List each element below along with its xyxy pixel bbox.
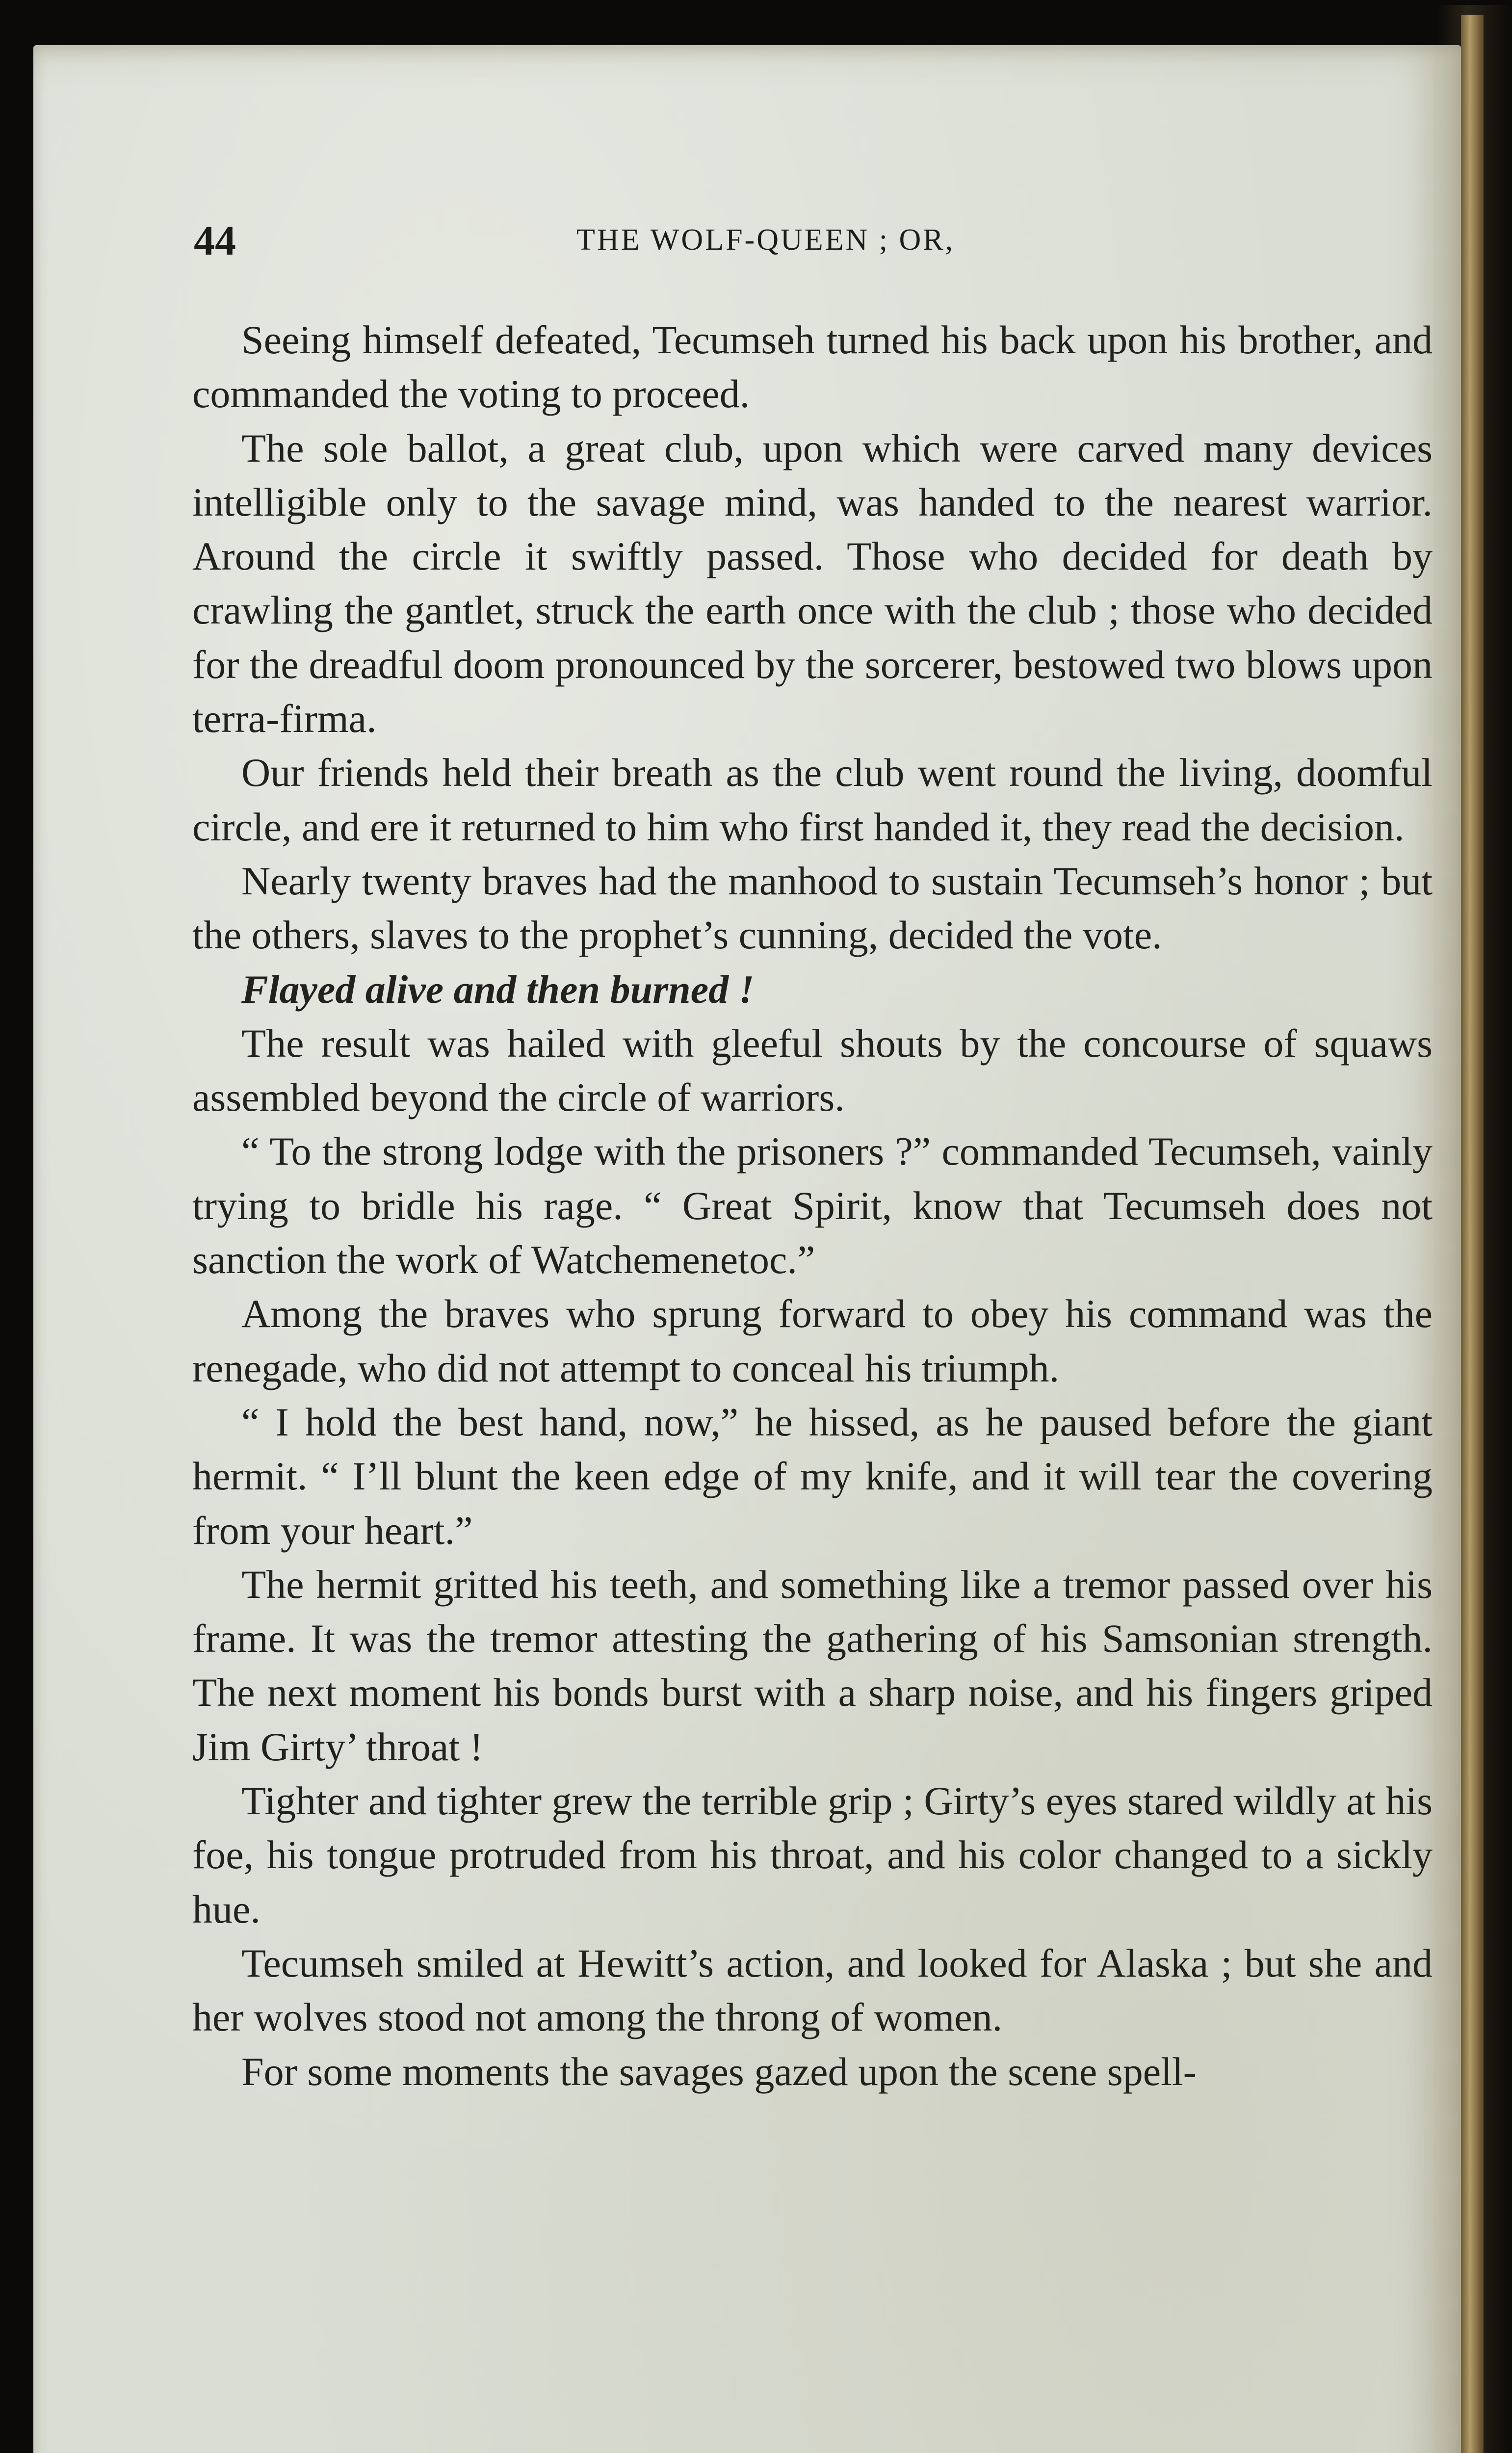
page-header bbox=[194, 216, 1435, 270]
paragraph: The result was hailed with gleeful shouts by the concourse of squaws assembled beyond the circle of warriors. bbox=[192, 1020, 1433, 1120]
body-text bbox=[192, 313, 1433, 2099]
paragraph: Among the braves who sprung forward to obey his command was the renegade, who did not attempt to conceal his triumph. bbox=[192, 1291, 1433, 1390]
paragraph-emphasis: Flayed alive and then burned ! bbox=[241, 966, 755, 1012]
page-number: 44 bbox=[194, 217, 236, 264]
paragraph: The hermit gritted his teeth, and something like a tremor passed over his frame. It was the tremor attesting the gathering of his Samsonian strength. The next moment his bonds burst with a sharp noise, and his fingers griped Jim Girty’ throat ! bbox=[192, 1562, 1433, 1769]
paragraph: Nearly twenty braves had the manhood to sustain Tecumseh’s honor ; but the others, slaves to the prophet’s cunning, decided the vote. bbox=[192, 858, 1433, 958]
page-edge bbox=[1461, 15, 1484, 2453]
paragraph: Tighter and tighter grew the terrible grip ; Girty’s eyes stared wildly at his foe, his tongue protruded from his throat, and his color changed to a sickly hue. bbox=[192, 1778, 1433, 1931]
paragraph: “ I hold the best hand, now,” he hissed, as he paused before the giant hermit. “ I’ll blunt the keen edge of my knife, and it will tear the covering from your heart.” bbox=[192, 1399, 1433, 1553]
paragraph: For some moments the savages gazed upon the scene spell- bbox=[241, 2049, 1197, 2094]
paragraph: The sole ballot, a great club, upon which were carved many devices intelligible only to the savage mind, was handed to the nearest warrior. Around the circle it swiftly passed. Those who decided for death by crawling the gantlet, struck the earth once with the club ; those who decided for the dreadful doom pronounced by the sorcerer, bestowed two blows upon terra-firma. bbox=[192, 425, 1433, 741]
paragraph: Our friends held their breath as the club went round the living, doomful circle, and ere it returned to him who first handed it, they read the decision. bbox=[192, 750, 1433, 849]
paragraph: “ To the strong lodge with the prisoners ?” commanded Tecumseh, vainly trying to bridle his rage. “ Great Spirit, know that Tecumseh does not sanction the work of Watchemenetoc.” bbox=[192, 1129, 1433, 1282]
paragraph: Tecumseh smiled at Hewitt’s action, and looked for Alaska ; but she and her wolves stood not among the throng of women. bbox=[192, 1940, 1433, 2040]
running-head: THE WOLF-QUEEN ; OR, bbox=[576, 223, 955, 257]
paragraph: Seeing himself defeated, Tecumseh turned his back upon his brother, and commanded the voting to proceed. bbox=[192, 317, 1433, 417]
